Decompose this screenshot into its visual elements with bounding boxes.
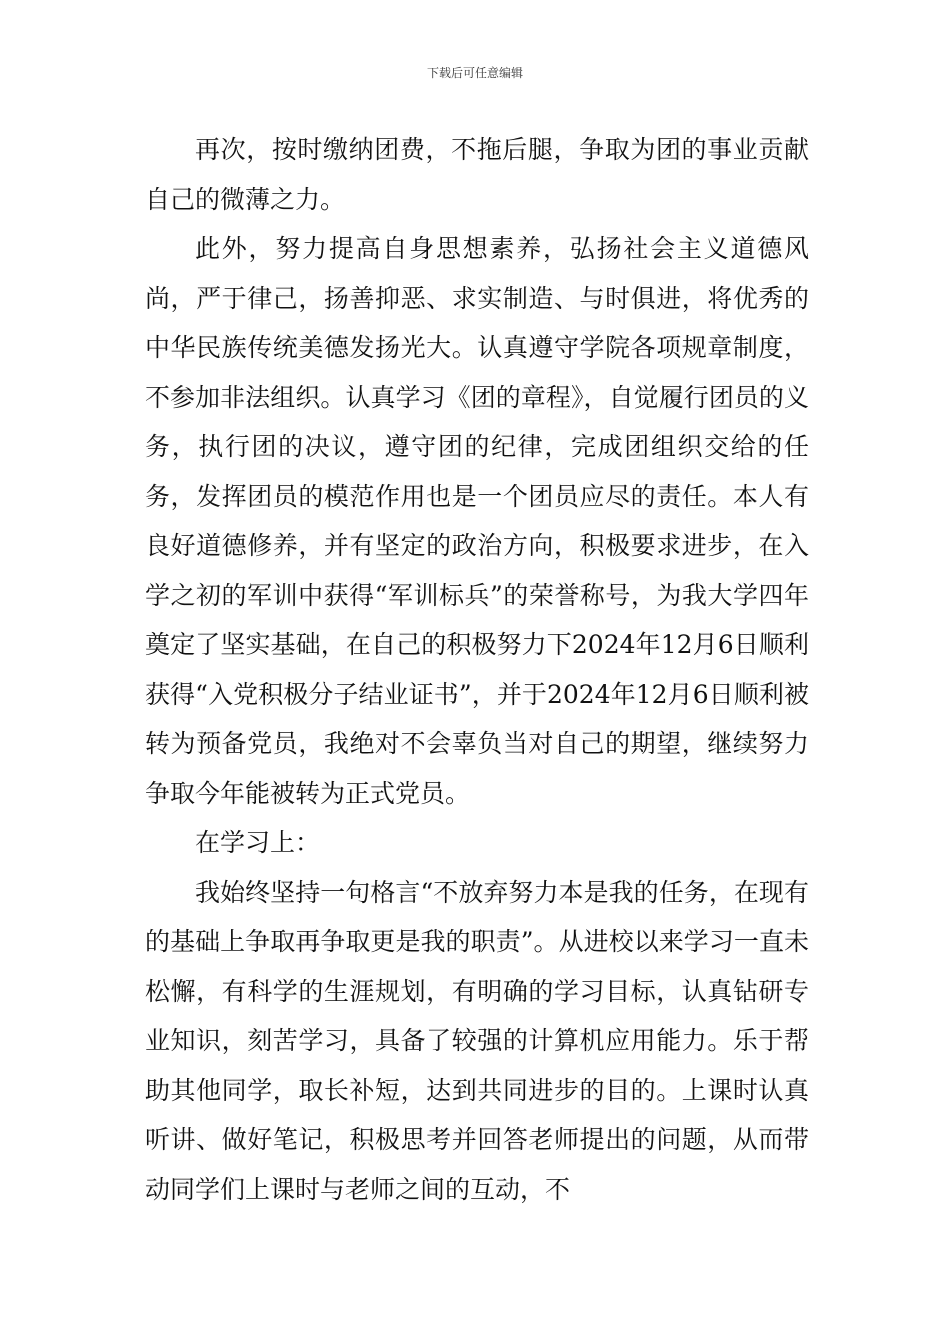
paragraph: 我始终坚持一句格言“不放弃努力本是我的任务，在现有的基础上争取再争取更是我的职责”。从进校以来学习一直未松懈，有科学的生涯规划，有明确的学习目标，认真钻研专业知识，刻苦学习，具备了较强的计算机应用能力。乐于帮助其他同学，取长补短，达到共同进步的目的。上课时认真听讲、做好笔记，积极思考并回答老师提出的问题，从而带动同学们上课时与老师之间的互动，不: [145, 877, 809, 1204]
paragraph: 此外，努力提高自身思想素养，弘扬社会主义道德风尚，严于律己，扬善抑恶、求实制造、与时俱进，将优秀的中华民族传统美德发扬光大。认真遵守学院各项规章制度，不参加非法组织。认真学习《团的章程》，自觉履行团员的义务，执行团的决议，遵守团的纪律，完成团组织交给的任务，发挥团员的模范作用也是一个团员应尽的责任。本人有良好道德修养，并有坚定的政治方向，积极要求进步，在入学之初的军训中获得“军训标兵”的荣誉称号，为我大学四年奠定了坚实基础，在自己的积极努力下2024年12月6日顺利获得“入党积极分子结业证书”，并于2024年12月6日顺利被转为预备党员，我绝对不会辜负当对自己的期望，继续努力争取今年能被转为正式党员。: [145, 234, 809, 808]
paragraph: 在学习上：: [195, 828, 321, 857]
document-body: [145, 125, 809, 1214]
paragraph: 再次，按时缴纳团费，不拖后腿，争取为团的事业贡献自己的微薄之力。: [145, 135, 809, 214]
page-header: 下载后可任意编辑: [426, 66, 523, 80]
